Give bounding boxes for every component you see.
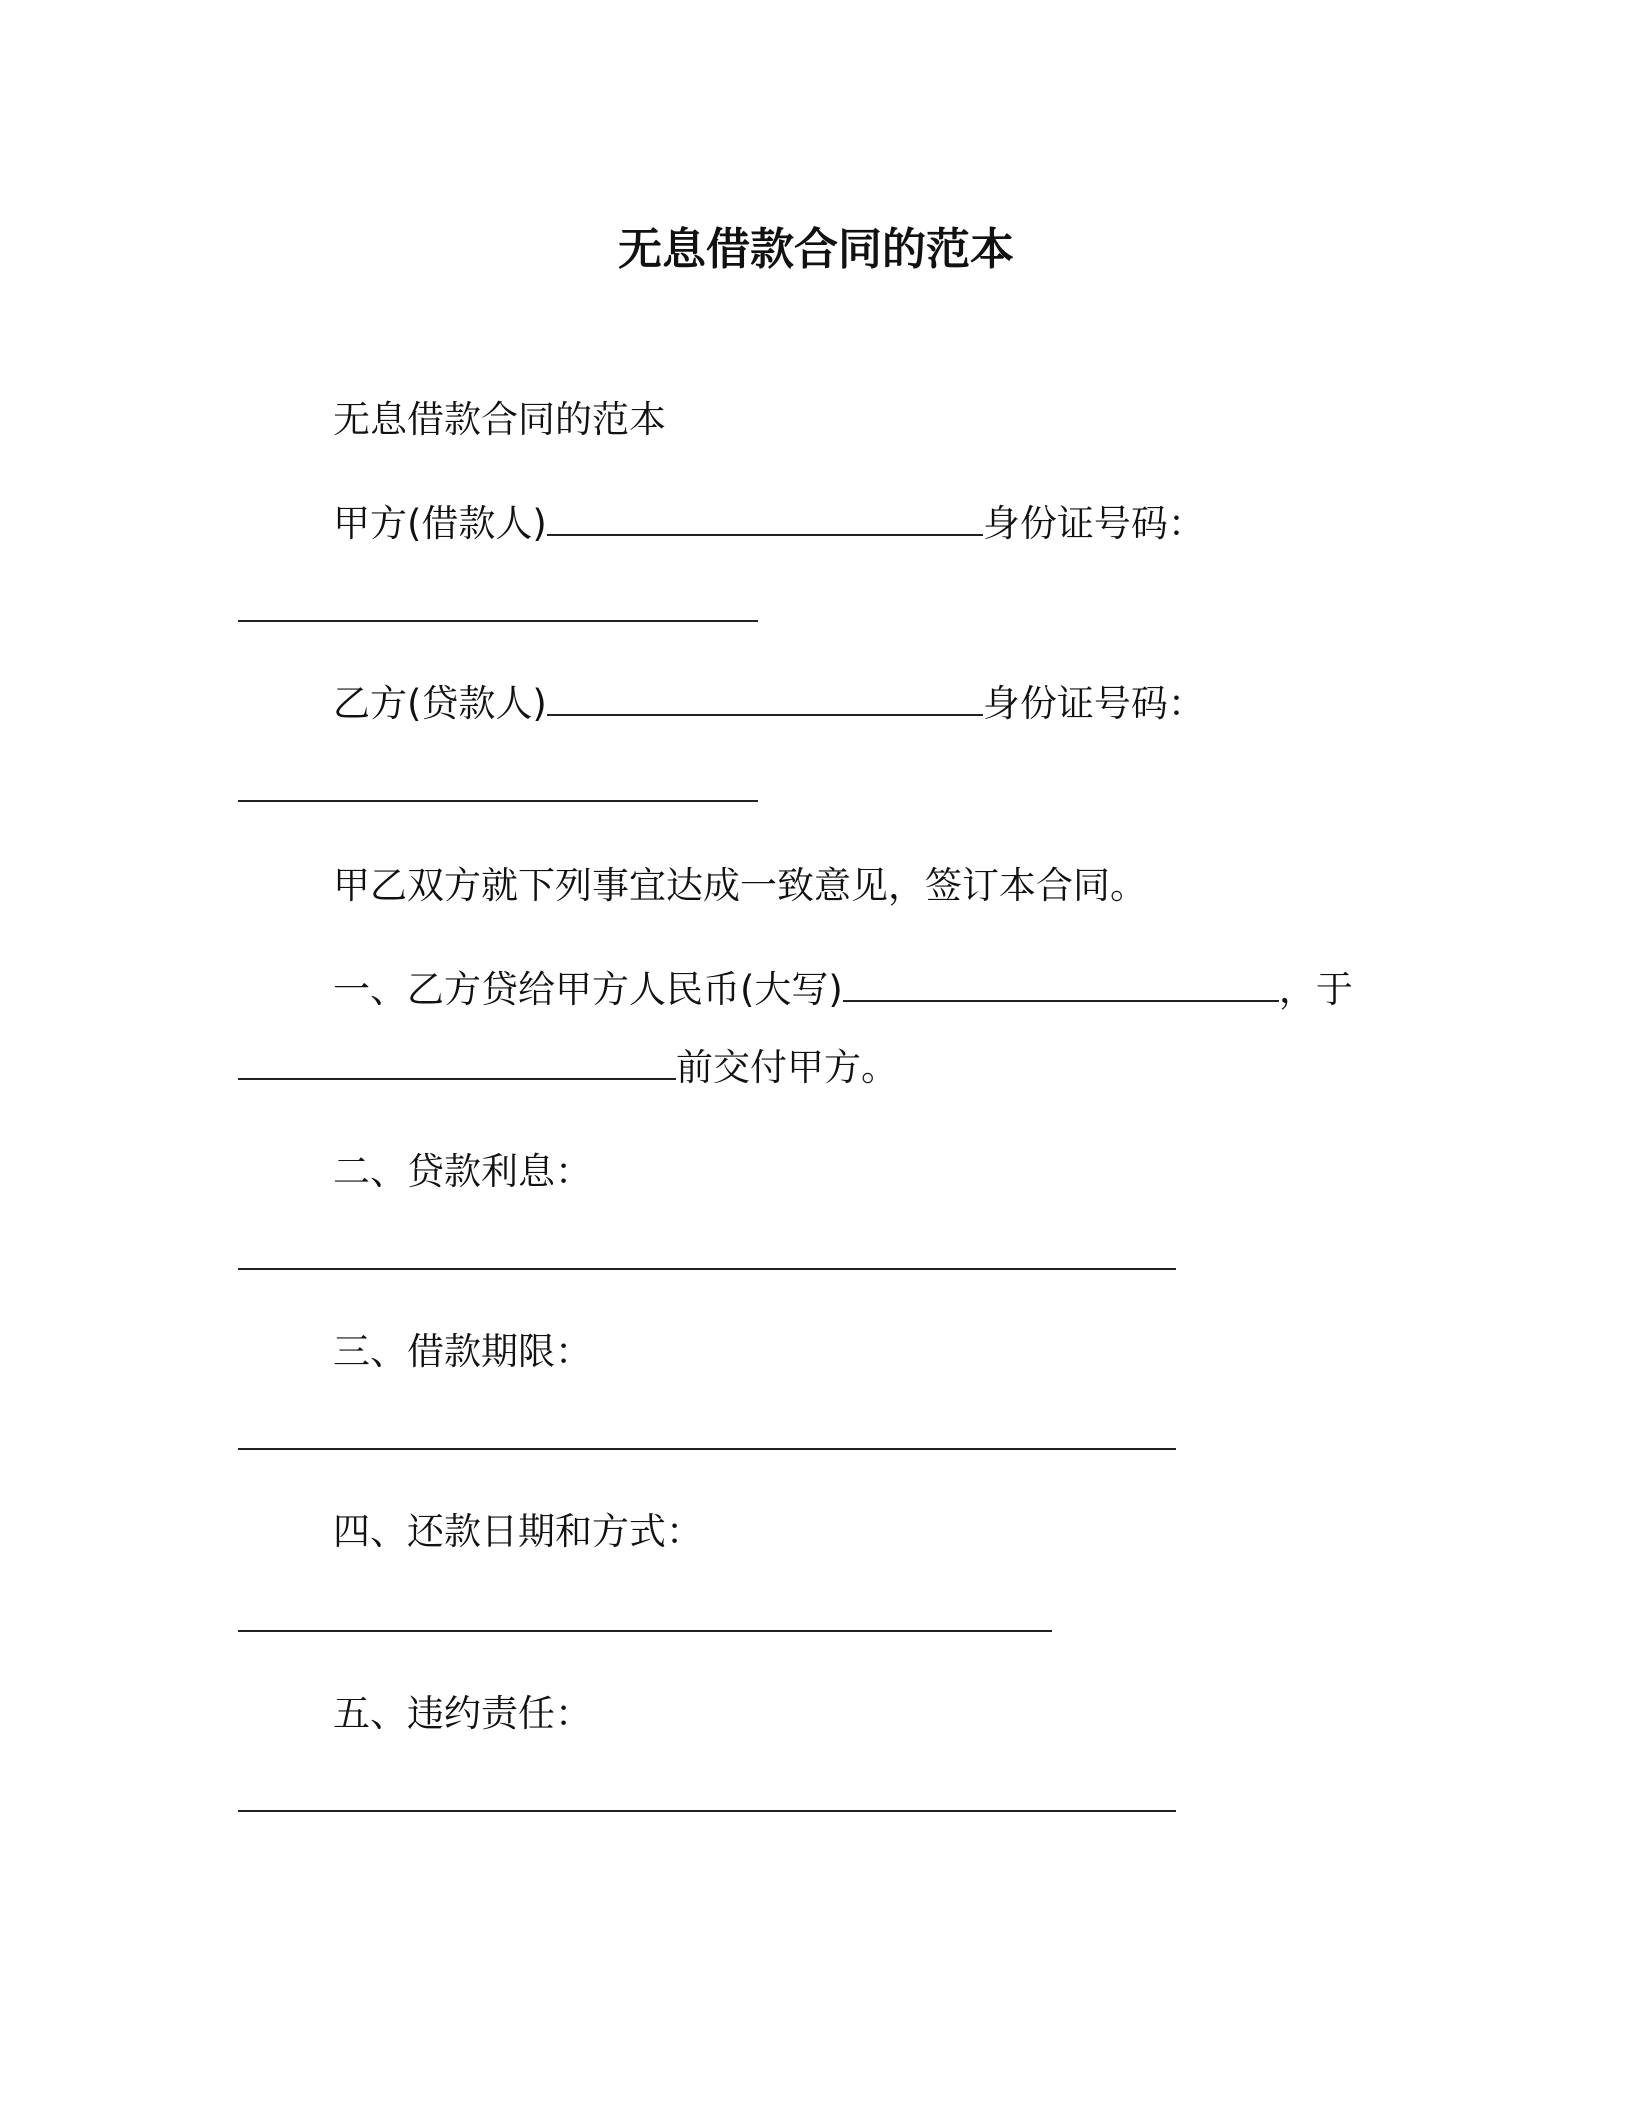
loan-term-blank[interactable] — [238, 1448, 1176, 1450]
party-a-id-label: 身份证号码： — [982, 502, 1205, 545]
document-subtitle: 无息借款合同的范本 — [333, 398, 666, 441]
clause-1-text: 一、乙方贷给甲方人民币(大写) — [333, 968, 843, 1011]
document-title: 无息借款合同的范本 — [618, 224, 1014, 275]
loan-amount-blank[interactable] — [843, 970, 1279, 1002]
clause-1-line — [333, 966, 1353, 1014]
clause-1-connector: ，于 — [1278, 968, 1353, 1011]
repayment-blank[interactable] — [238, 1630, 1052, 1632]
party-b-name-blank[interactable] — [547, 684, 983, 716]
party-b-id-blank[interactable] — [238, 800, 758, 802]
party-b-id-label: 身份证号码： — [982, 682, 1205, 725]
agreement-statement: 甲乙双方就下列事宜达成一致意见，签订本合同。 — [333, 864, 1147, 907]
clause-5-heading: 五、违约责任： — [333, 1692, 592, 1735]
clause-2-heading: 二、贷款利息： — [333, 1150, 592, 1193]
liability-blank[interactable] — [238, 1810, 1176, 1812]
party-b-line — [333, 680, 1205, 728]
party-b-label: 乙方(贷款人) — [333, 682, 547, 725]
clause-1-ending: 前交付甲方。 — [676, 1046, 898, 1089]
clause-4-heading: 四、还款日期和方式： — [333, 1510, 703, 1553]
interest-blank[interactable] — [238, 1268, 1176, 1270]
delivery-date-blank[interactable] — [238, 1048, 676, 1080]
party-a-label: 甲方(借款人) — [333, 502, 547, 545]
party-a-name-blank[interactable] — [547, 504, 983, 536]
clause-3-heading: 三、借款期限： — [333, 1330, 592, 1373]
party-a-id-blank[interactable] — [238, 620, 758, 622]
clause-1-continued — [238, 1044, 898, 1092]
party-a-line — [333, 500, 1205, 548]
